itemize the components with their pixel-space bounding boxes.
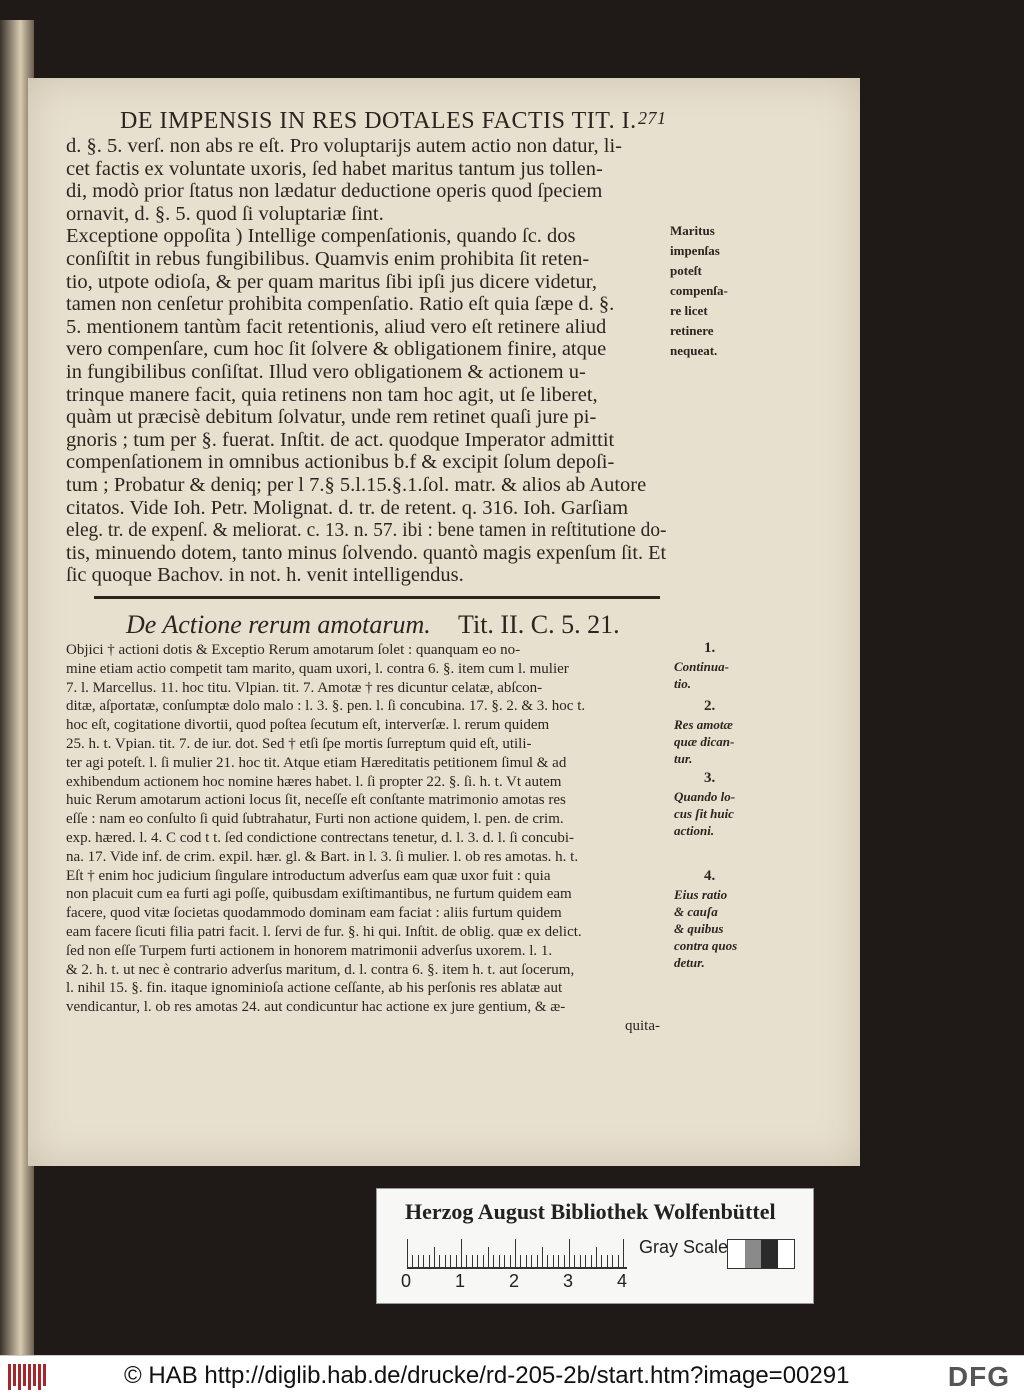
text-line: conſiſtit in rebus fungibilibus. Quamvis enim prohibita ſit reten-: [66, 248, 590, 270]
ruler-tick: [499, 1255, 500, 1267]
logo-bar: [18, 1364, 21, 1390]
ruler-tick: [439, 1255, 440, 1267]
text-line: quita-: [625, 1018, 660, 1034]
text-line: ornavit, d. §. 5. quod ſi voluptariæ ſint.: [66, 202, 384, 225]
logo-bar: [28, 1364, 31, 1390]
book-page: [28, 78, 860, 1166]
ruler-tick: [537, 1255, 538, 1267]
ruler-tick: [504, 1255, 505, 1267]
ruler-tick: [429, 1255, 430, 1267]
ruler-tick: [564, 1255, 565, 1267]
ruler-tick: [623, 1239, 624, 1267]
margin-note-line: quæ dican-: [674, 734, 735, 749]
ruler-tick: [477, 1255, 478, 1267]
text-line: citatos. Vide Ioh. Petr. Molignat. d. tr. de retent. q. 316. Ioh. Garſiam: [66, 496, 629, 519]
text-line: l. nihil 15. §. fin. itaque ignominioſa actione ceſſante, ab his perſonis res ablatæ aut: [66, 980, 563, 997]
ruler-number: 1: [455, 1271, 466, 1291]
margin-note-line: impenſas: [670, 243, 720, 258]
dfg-logo: DFG: [947, 1361, 1010, 1392]
ruler-tick: [542, 1247, 543, 1267]
text-line: mine etiam actio competit tam marito, quam uxori, l. contra 6. §. item cum l. mulier: [66, 660, 569, 677]
logo-bar: [23, 1364, 26, 1386]
section-2-title: De Actione rerum amotarum.: [126, 610, 431, 639]
margin-note-number: 3.: [704, 770, 716, 786]
text-line: di, modò prior ſtatus non lædatur deductione operis quod ſpeciem: [66, 180, 603, 203]
ruler-tick: [461, 1239, 462, 1267]
text-line: facere, quod vitæ ſocietas quodammodo dominam eam faciat : aliis furtum quidem: [66, 905, 562, 922]
text-line: trinque manere facit, quia retinens non tam hoc agit, ut ſe liberet,: [66, 383, 598, 406]
gray-swatch: [761, 1240, 778, 1268]
ruler-tick: [466, 1255, 467, 1267]
logo-bar: [43, 1364, 46, 1386]
ruler-tick: [434, 1247, 435, 1267]
margin-note-line: Continua-: [674, 659, 729, 674]
text-line: exhibendum actionem hoc nomine hæres habet. l. ſi propter 22. §. ſi. h. t. Vt autem: [66, 773, 562, 790]
margin-note-line: nequeat.: [670, 343, 718, 358]
text-line: ſed non eſſe Turpem furti actionem in honorem matrimonii adverſus uxorem. l. 1.: [66, 942, 553, 959]
text-line: eleg. tr. de expenſ. & meliorat. c. 13. n. 57. ibi : bene tamen in reſtitutione do-: [66, 519, 667, 542]
margin-note-line: cus ſit huic: [674, 806, 734, 821]
margin-note-line: compenſa-: [670, 283, 728, 298]
text-line: Objici † actioni dotis & Exceptio Rerum amotarum ſolet : quanquam eo no-: [66, 642, 521, 658]
ruler-tick: [596, 1247, 597, 1267]
ruler-tick: [493, 1255, 494, 1267]
text-line: exp. hæred. l. 4. C cod t t. ſed condictione contrectans tenetur, d. l. 3. d. l. ſi concubi-: [66, 830, 575, 846]
margin-note-line: contra quos: [674, 938, 738, 953]
margin-note-number: 4.: [704, 868, 716, 884]
ruler-tick: [553, 1255, 554, 1267]
text-line: Eſt † enim hoc judicium ſingulare introductum adverſus eam quæ uxor fuit : quia: [66, 867, 551, 884]
ruler-tick: [558, 1255, 559, 1267]
library-name: Herzog August Bibliothek Wolfenbüttel: [405, 1199, 776, 1224]
footer-bar: [0, 1355, 1024, 1398]
gray-swatch: [728, 1240, 745, 1268]
ruler-tick: [472, 1255, 473, 1267]
text-line: eam facere ſicuti filia patri facit. l. ſervi de fur. §. hi qui. Inſtit. de oblig. quæ ex delict.: [66, 924, 582, 940]
text-line: tum ; Probatur & deniq; per l 7.§ 5.l.15.§.1.ſol. matr. & alios ab Autore: [66, 474, 647, 496]
text-line: d. §. 5. verſ. non abs re eſt. Pro voluptarijs autem actio non datur, li-: [66, 135, 622, 157]
margin-note-line: tur.: [674, 751, 693, 766]
ruler-tick: [585, 1255, 586, 1267]
ruler-tick: [423, 1255, 424, 1267]
margin-note-line: re licet: [670, 303, 708, 318]
margin-note-number: 1.: [704, 640, 716, 656]
margin-note-line: actioni.: [674, 823, 715, 838]
text-line: hoc eſt, cogitatione divortii, quod poſtea ſecutum eſt, interverſæ. l. rerum quidem: [66, 717, 550, 734]
logo-bar: [33, 1364, 36, 1386]
ruler-tick: [580, 1255, 581, 1267]
ruler-tick: [601, 1255, 602, 1267]
text-line: & 2. h. t. ut nec è contrario adverſus maritum, d. l. contra 6. §. item h. t. aut ſocerum,: [66, 961, 575, 978]
text-line: tis, minuendo dotem, tanto minus ſolvendo. quantò magis expenſum ſit. Et: [66, 541, 667, 564]
margin-note-line: poteſt: [670, 263, 702, 278]
ruler-tick: [547, 1255, 548, 1267]
ruler-tick: [456, 1255, 457, 1267]
logo-bar: [38, 1364, 41, 1390]
text-line: tio, utpote odioſa, & per quam maritus ſibi ipſi jus dicere videtur,: [66, 270, 597, 293]
ruler-number: 4: [617, 1271, 628, 1291]
ruler-tick: [569, 1239, 570, 1267]
text-line: compenſationem in omnibus actionibus b.f & excipit ſolum depoſi-: [66, 451, 615, 474]
ruler-number: 2: [509, 1271, 520, 1291]
text-line: ter agi poteſt. l. ſi mulier 21. hoc tit. Atque etiam Hæreditatis petitionem ſimul & ad: [66, 754, 567, 771]
ruler-tick: [412, 1255, 413, 1267]
ruler-tick: [515, 1239, 516, 1267]
ruler-tick: [607, 1255, 608, 1267]
ruler-number: 0: [401, 1271, 412, 1291]
text-line: vero compenſare, cum hoc ſit ſolvere & obligationem finire, atque: [66, 338, 607, 361]
gray-swatch: [778, 1240, 795, 1268]
gray-scale-swatch: [727, 1239, 795, 1269]
margin-note-line: Eius ratio: [674, 887, 728, 902]
text-line: eſſe : nam eo conſulto ſi quid ſubtrahatur, Furti non actione quidem, l. pen. de crim.: [66, 811, 564, 828]
section-rule: [94, 596, 660, 599]
margin-note-line: detur.: [674, 955, 705, 970]
text-line: Exceptione oppoſita ) Intellige compenſationis, quando ſc. dos: [66, 225, 576, 248]
ruler-number: 3: [563, 1271, 574, 1291]
ruler-tick: [591, 1255, 592, 1267]
section-2-title-ref: Tit. II. C. 5. 21.: [458, 610, 620, 639]
text-line: ditæ, aſportatæ, conſumptæ dolo malo : l. 3. §. pen. l. ſi concubina. 17. §. 2. & 3. hoc t.: [66, 698, 586, 715]
hab-logo-icon: [8, 1364, 46, 1390]
ruler-tick: [520, 1255, 521, 1267]
page-number: 271: [638, 108, 667, 128]
margin-note-number: 2.: [704, 698, 716, 714]
logo-bar: [8, 1364, 11, 1390]
margin-note-line: Res amotæ: [674, 717, 733, 732]
text-line: in fungibilibus conſiſtat. Illud vero obligationem & actionem u-: [66, 361, 586, 383]
ruler-tick: [407, 1239, 408, 1267]
text-line: tamen non cenſetur prohibita compenſatio. Ratio eſt quia ſæpe d. §.: [66, 293, 615, 316]
running-header: DE IMPENSIS IN RES DOTALES FACTIS TIT. I.: [120, 108, 637, 134]
logo-bar: [13, 1364, 16, 1386]
ruler-tick: [510, 1255, 511, 1267]
text-line: ſic quoque Bachov. in not. h. venit intelligendus.: [66, 564, 464, 587]
text-line: 25. h. t. Vpian. tit. 7. de iur. dot. Sed † etſi ſpe mortis ſurreptum quid eſt, utili-: [66, 736, 532, 752]
gray-swatch: [745, 1240, 762, 1268]
text-line: cet factis ex voluntate uxoris, ſed habet maritus tantum jus tollen-: [66, 157, 603, 180]
text-line: huic Rerum amotarum actioni locus ſit, neceſſe eſt conſtante matrimonio amotas res: [66, 792, 566, 809]
ruler-tick: [531, 1255, 532, 1267]
ruler-tick: [612, 1255, 613, 1267]
text-line: 7. l. Marcellus. 11. hoc titu. Vlpian. tit. 7. Amotæ † res dicuntur celatæ, abſcon-: [66, 679, 543, 696]
text-line: quàm ut præcisè debitum ſolvatur, unde rem retinet quaſi jure pi-: [66, 406, 597, 429]
margin-note-line: Maritus: [670, 223, 715, 238]
ruler-tick: [618, 1255, 619, 1267]
text-line: vendicantur, l. ob res amotas 24. aut condicuntur hac actione ex jure gentium, & æ-: [66, 999, 566, 1016]
ruler-tick: [488, 1247, 489, 1267]
ruler-tick: [450, 1255, 451, 1267]
margin-note-line: & cauſa: [674, 904, 718, 919]
text-line: na. 17. Vide inf. de crim. expil. hær. gl. & Bart. in l. 3. ſi mulier. l. ob res amotas. h. t.: [66, 848, 579, 865]
ruler-tick: [574, 1255, 575, 1267]
text-line: non placuit cum ea furti agi poſſe, quibusdam exiſtimantibus, ne furtum quidem eam: [66, 886, 572, 903]
margin-note-line: & quibus: [674, 921, 724, 936]
ruler-tick: [483, 1255, 484, 1267]
library-color-card: [376, 1188, 814, 1304]
measurement-ruler: [407, 1237, 627, 1269]
gray-scale-label: Gray Scale: [639, 1237, 729, 1257]
footer-copyright-url[interactable]: © HAB http://diglib.hab.de/drucke/rd-205-2b/start.htm?image=00291: [124, 1362, 850, 1389]
margin-note-line: retinere: [670, 323, 714, 338]
ruler-tick: [526, 1255, 527, 1267]
text-line: gnoris ; tum per §. fuerat. Inſtit. de act. quodque Imperator admittit: [66, 428, 615, 451]
text-line: 5. mentionem tantùm facit retentionis, aliud vero eſt retinere aliud: [66, 315, 607, 338]
ruler-tick: [418, 1255, 419, 1267]
margin-note-line: Quando lo-: [674, 789, 736, 804]
margin-note-line: tio.: [674, 676, 691, 691]
ruler-tick: [445, 1255, 446, 1267]
